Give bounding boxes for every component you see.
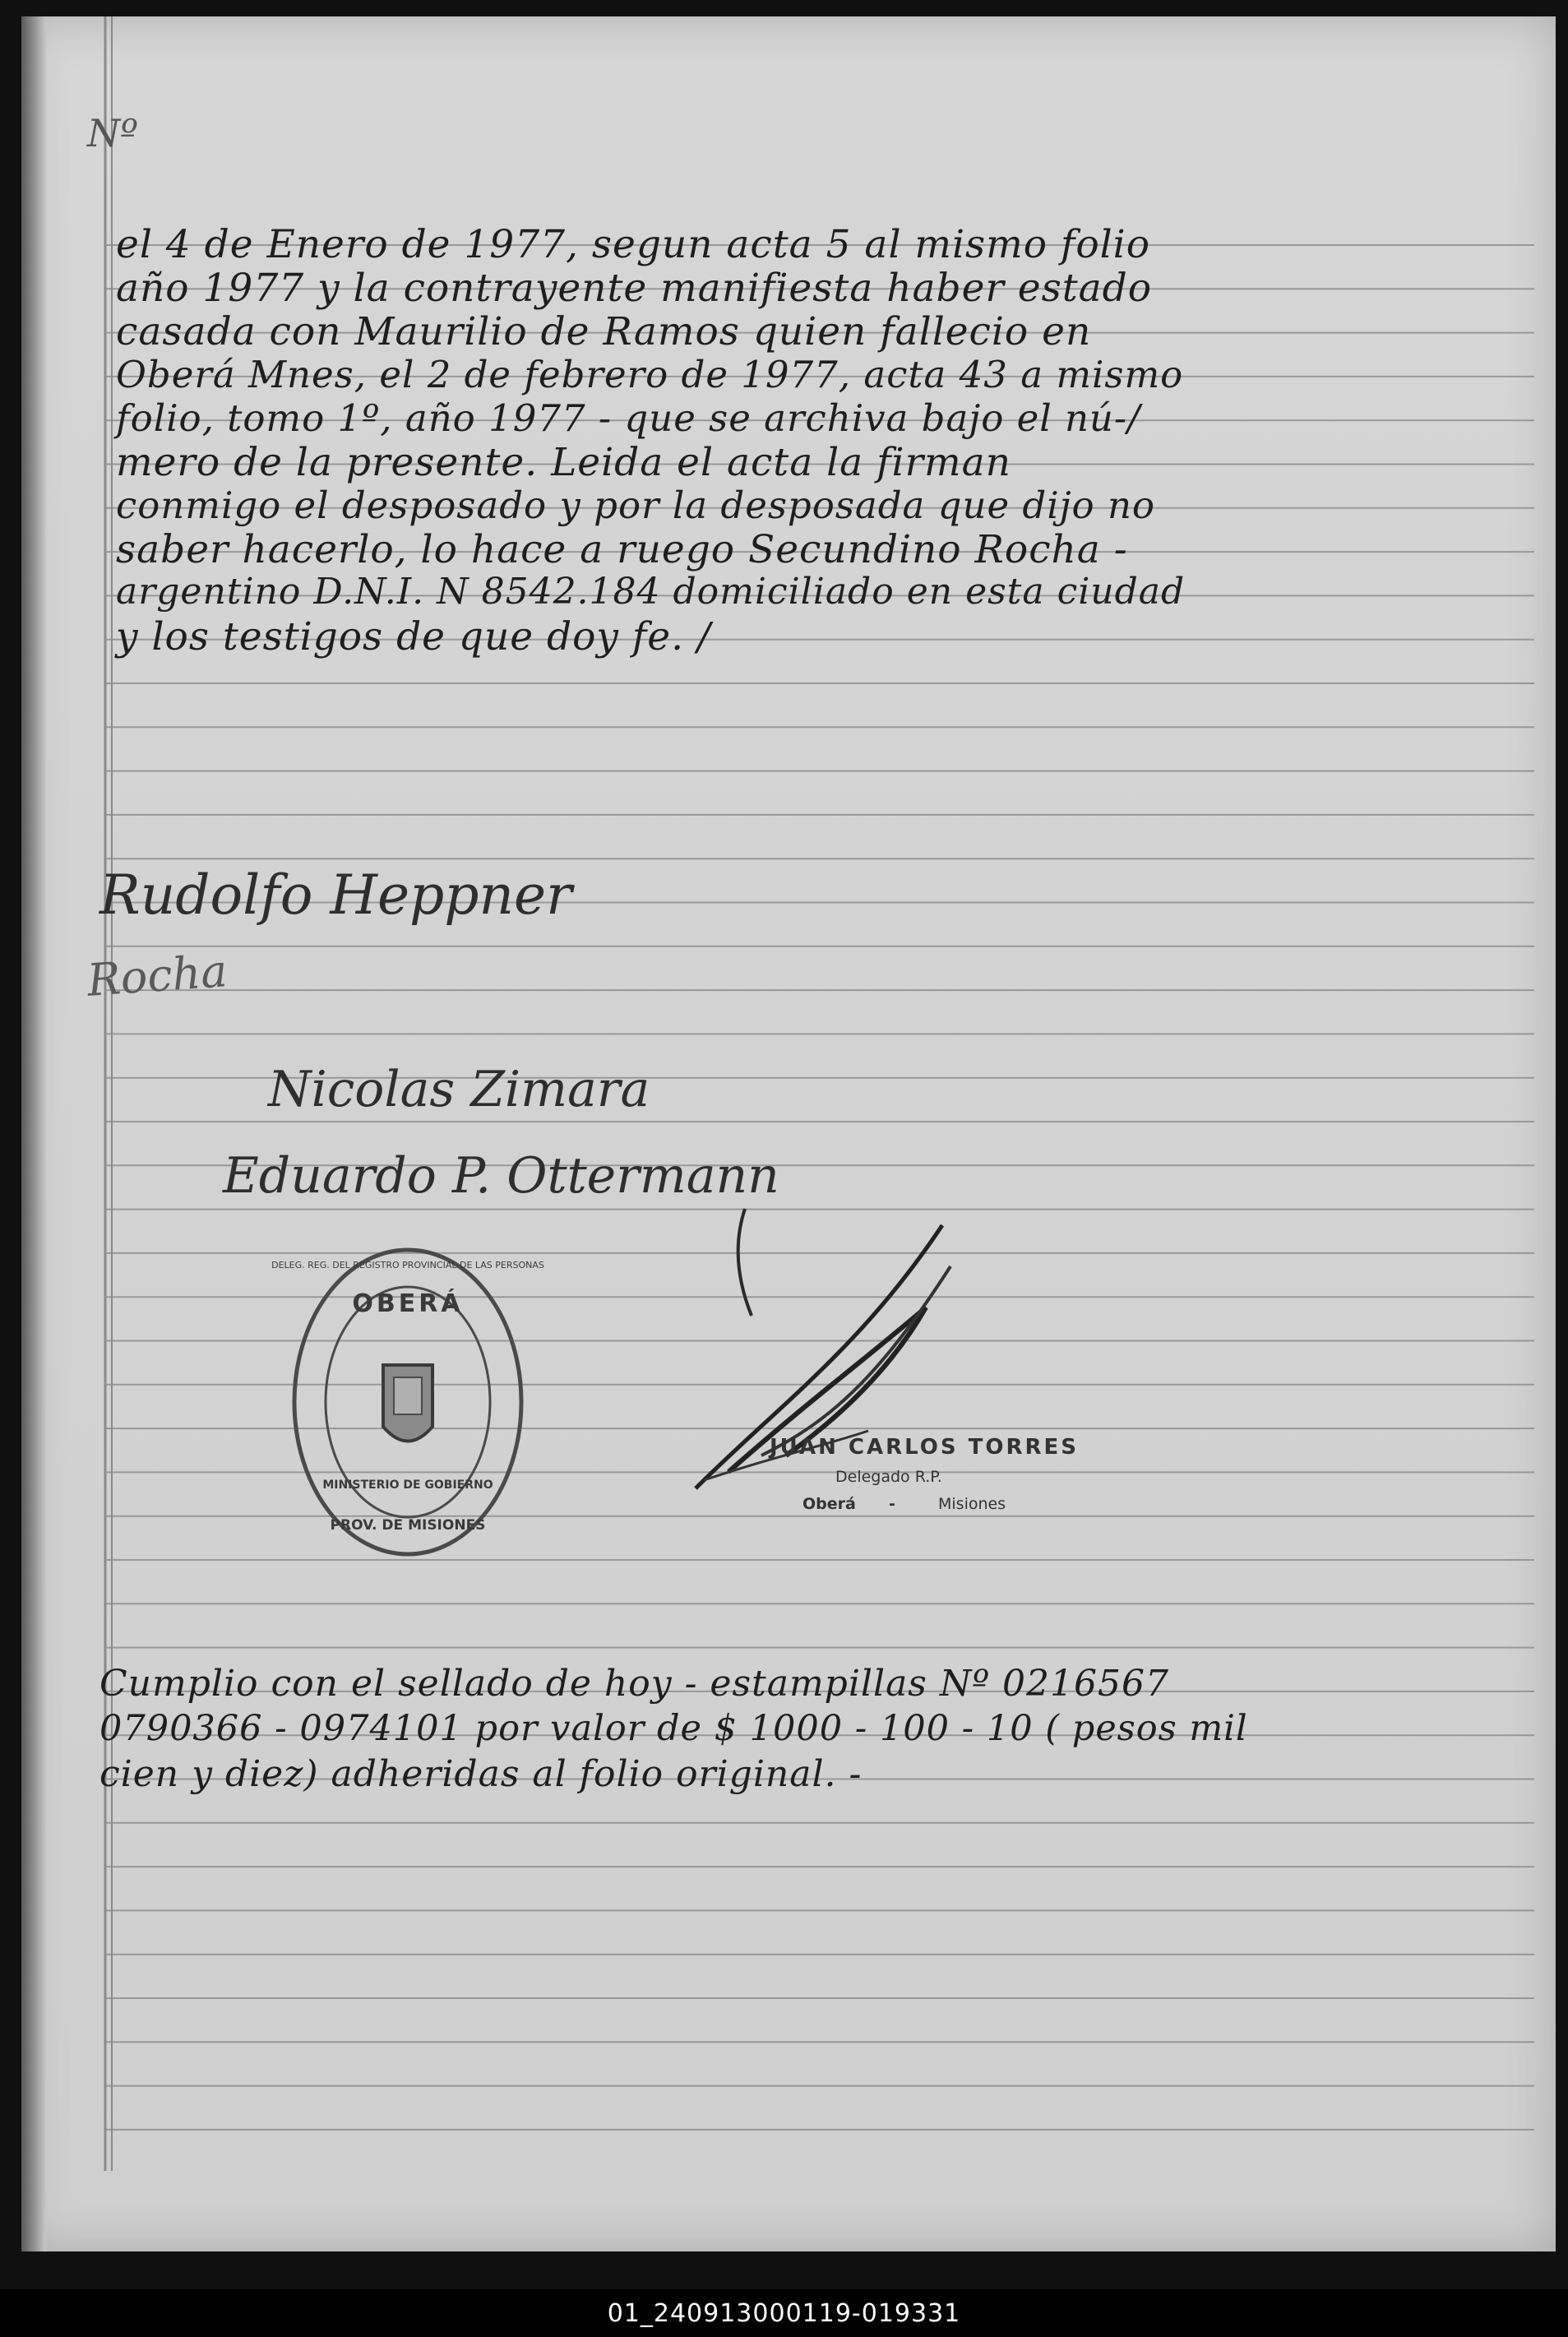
seal-center-text: OBERÁ: [352, 1289, 464, 1318]
body-line-6: mero de la presente. Leida el acta la firman: [116, 440, 1011, 485]
body-line-9: argentino D.N.I. N 8542.184 domiciliado en esta ciudad: [116, 571, 1186, 613]
official-sep: -: [889, 1495, 895, 1513]
closing-line-3: cien y diez) adheridas al folio original. -: [99, 1753, 863, 1795]
official-name: JUAN CARLOS TORRES: [770, 1435, 1080, 1460]
body-line-2: año 1977 y la contrayente manifiesta haber estado: [116, 266, 1153, 311]
body-line-10: y los testigos de que doy fe. /: [116, 614, 711, 659]
official-province: Misiones: [938, 1495, 1006, 1513]
seal-lower-text: MINISTERIO DE GOBIERNO: [322, 1479, 493, 1492]
ledger-page: [21, 16, 1556, 2251]
body-line-3: casada con Maurilio de Ramos quien fallecio en: [116, 309, 1092, 354]
official-place: Oberá: [803, 1495, 856, 1513]
signature-rocha: Rocha: [86, 945, 229, 1007]
closing-line-1: Cumplio con el sellado de hoy - estampillas Nº 0216567: [99, 1663, 1169, 1705]
body-line-8: saber hacerlo, lo hace a ruego Secundino Rocha -: [116, 527, 1128, 572]
seal-ring-text: DELEG. REG. DEL REGISTRO PROVINCIAL DE LAS PERSONAS: [271, 1260, 544, 1270]
body-line-1: el 4 de Enero de 1977, segun acta 5 al mismo folio: [116, 222, 1151, 267]
closing-line-2: 0790366 - 0974101 por valor de $ 1000 - 100 - 10 ( pesos mil: [99, 1708, 1248, 1749]
signature-zimara: Nicolas Zimara: [268, 1061, 650, 1118]
body-line-5: folio, tomo 1º, año 1977 - que se archiva bajo el nú-/: [116, 396, 1141, 440]
image-id-label: 01_240913000119-019331: [607, 2299, 961, 2328]
corner-mark: Nº: [87, 111, 138, 155]
official-signature-block: [679, 1209, 1173, 1538]
body-line-7: conmigo el desposado y por la desposada que dijo no: [116, 484, 1156, 527]
body-line-4: Oberá Mnes, el 2 de febrero de 1977, acta 43 a mismo: [116, 353, 1184, 396]
signature-ottermann: Eduardo P. Ottermann: [223, 1147, 779, 1205]
seal-bottom-text: PROV. DE MISIONES: [330, 1517, 486, 1534]
page-binding-edge: [21, 16, 46, 2251]
official-title: Delegado R.P.: [835, 1468, 942, 1486]
signature-heppner: Rudolfo Heppner: [99, 863, 572, 927]
official-seal-stamp: [271, 1242, 544, 1562]
